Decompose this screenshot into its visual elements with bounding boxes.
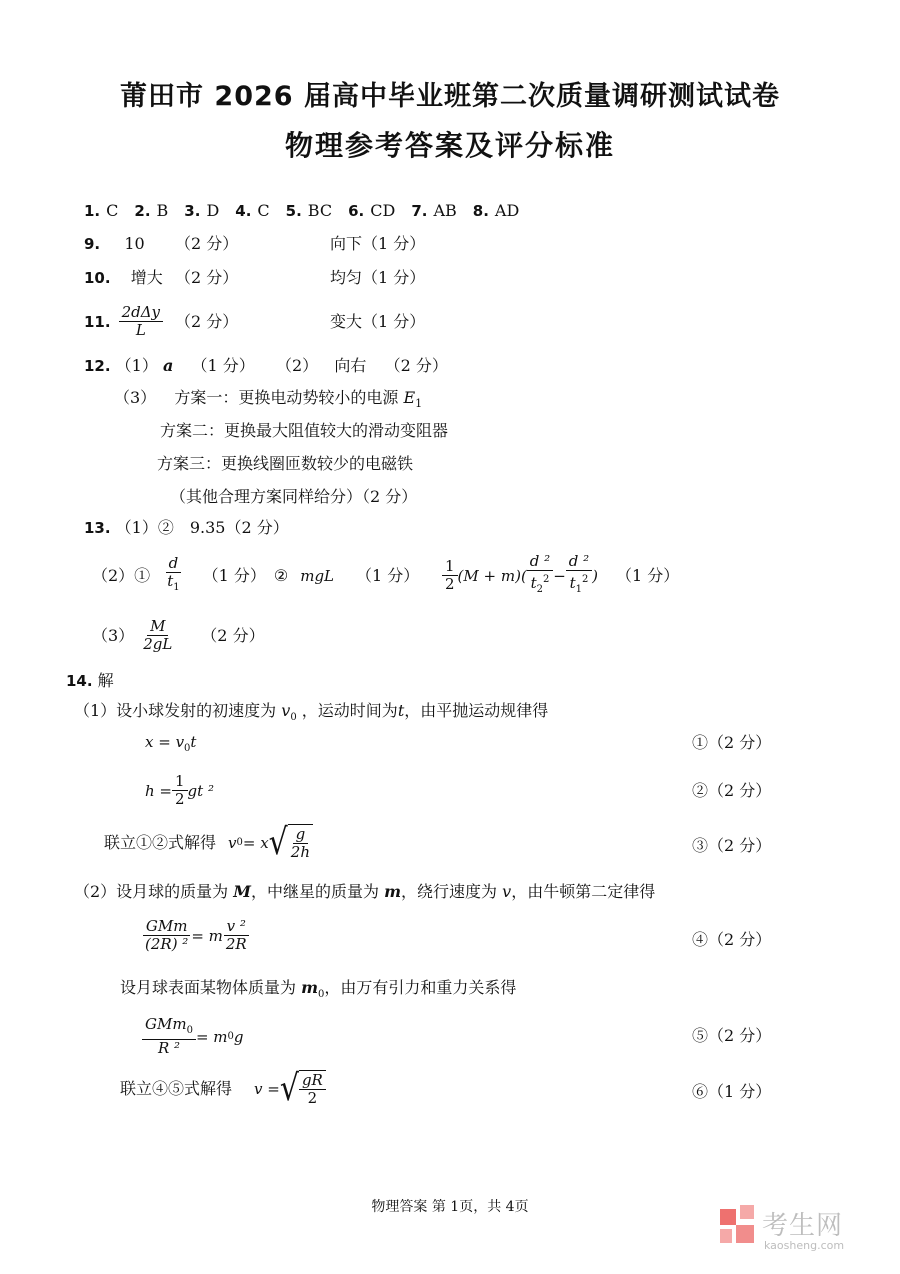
q14-part2-mid — [120, 978, 516, 1005]
q14-eq6-den: 2 — [307, 1089, 318, 1107]
q11-row — [84, 304, 163, 339]
q14-part2-intro — [74, 882, 655, 902]
q14-p1-t: t — [397, 701, 405, 720]
q12-row1b — [276, 356, 448, 376]
mcq-item — [286, 201, 332, 220]
q13-expr-minus: − — [553, 566, 566, 585]
q12-note: （其他合理方案同样给分）（2 分） — [170, 487, 418, 506]
q14-p2-m0-sub: 0 — [318, 989, 325, 1001]
q14-eq5-den: R ² — [157, 1039, 181, 1057]
q14-p1-text-a: （1）设小球发射的初速度为 — [74, 701, 277, 720]
q14-eq2-den: 2 — [175, 790, 185, 808]
q11-frac-den: L — [135, 321, 146, 339]
q14-eq2 — [145, 773, 214, 808]
q14-eq3-sqrt — [268, 820, 313, 863]
q14-part1-intro — [74, 701, 548, 728]
q14-eq6-lhs: v = — [254, 1079, 280, 1098]
q14-p2-m: m — [384, 882, 402, 901]
q14-p1-v0: v — [281, 701, 291, 720]
mcq-number: 4. — [235, 202, 252, 220]
q13-part3-score: （2 分） — [201, 625, 265, 645]
mcq-number: 6. — [348, 202, 365, 220]
q14-eq5-rhs-sub: 0 — [227, 1031, 234, 1042]
q11-number: 11. — [84, 312, 111, 331]
q14-header — [66, 671, 114, 691]
q14-eq5 — [142, 1016, 244, 1057]
q14-eq4 — [142, 918, 250, 953]
q14-p2-text-b: ，中继星的质量为 — [251, 882, 380, 901]
q14-eq2-frac — [172, 773, 188, 808]
mcq-item — [84, 201, 118, 220]
q14-p2-mid-b: ，由万有引力和重力关系得 — [324, 978, 517, 997]
q13-row2 — [92, 555, 419, 596]
watermark-cn: 考生网 — [762, 1211, 844, 1241]
q11-score-a: （2 分） — [175, 312, 239, 331]
q14-eq5-mark: ⑤（2 分） — [692, 1026, 772, 1045]
q14-eq6-frac — [299, 1070, 326, 1107]
mcq-number: 8. — [472, 202, 489, 220]
q14-eq3-mid: = x — [242, 833, 269, 852]
q12-number: 12. — [84, 357, 111, 375]
q13-expr-frac2-num: d ² — [566, 553, 592, 571]
mcq-answer: B — [156, 201, 169, 220]
mcq-number: 1. — [84, 202, 101, 220]
q14-eq1 — [145, 733, 196, 754]
q14-eq3-lhs-sub: 0 — [236, 837, 243, 848]
kaosheng-logo-icon — [718, 1203, 758, 1247]
q9-answer-a: 10 — [124, 234, 145, 253]
q12-plan1-symbol: E — [403, 388, 416, 407]
q13-row3 — [92, 618, 265, 653]
q10-score-a: （2 分） — [175, 268, 239, 287]
q14-p2-text-d: ，由牛顿第二定律得 — [511, 882, 656, 901]
q13-half-fraction — [442, 558, 458, 593]
sqrt-symbol: √ — [279, 1066, 299, 1109]
q14-p2-m0: m — [301, 978, 319, 997]
q13-part2-fraction — [164, 555, 182, 596]
q14-eq6-text: 联立④⑤式解得 — [120, 1078, 233, 1098]
q13-part2-score3: （1 分） — [616, 565, 680, 585]
q14-eq1-lhs: x = v — [145, 733, 185, 751]
mcq-answer: AB — [433, 201, 457, 220]
q14-eq4-rden: 2R — [225, 935, 247, 953]
mcq-item — [473, 201, 520, 220]
q14-eq4-lfrac — [142, 918, 191, 953]
q13-expr-close: ) — [592, 566, 599, 585]
q14-p2-v: v — [502, 882, 512, 901]
mcq-number: 3. — [184, 202, 201, 220]
q11-frac-num: 2dΔy — [119, 304, 163, 322]
q14-p2-mid-a: 设月球表面某物体质量为 — [120, 978, 297, 997]
q13-part3-label: （3） — [92, 625, 135, 645]
q14-p2-M: M — [233, 882, 251, 901]
q13-part3-frac-den: 2gL — [143, 635, 173, 653]
q14-eq2-mark: ②（2 分） — [692, 781, 772, 800]
q13-part2-score2: （1 分） — [356, 565, 420, 585]
q14-eq3-lhs: v — [228, 833, 237, 852]
q14-p1-text-b: ，运动时间为 — [301, 701, 398, 720]
q14-eq4-rnum: v ² — [224, 918, 249, 936]
q14-eq4-mid: = m — [191, 926, 223, 945]
mcq-number: 2. — [134, 202, 151, 220]
q12-plan3: 方案三：更换线圈匝数较少的电磁铁 — [157, 454, 414, 473]
mcq-item — [134, 201, 168, 220]
q10-row — [84, 268, 163, 288]
q12-part2-score: （2 分） — [384, 356, 448, 375]
mcq-item — [235, 201, 269, 220]
q13-t2: t — [530, 574, 537, 592]
q13-t1-sup: 2 — [581, 574, 589, 585]
q12-row1 — [84, 356, 255, 376]
kaosheng-watermark-logo — [718, 1203, 878, 1263]
q14-eq5-rhs: = m — [195, 1027, 228, 1046]
q13-t1: t — [569, 574, 576, 592]
q14-eq3-frac — [288, 824, 313, 861]
mcq-answer: D — [206, 201, 220, 220]
q13-expr-frac2 — [566, 553, 592, 598]
q13-expr-frac1-den — [528, 571, 553, 598]
q14-eq2-num: 1 — [172, 773, 188, 791]
q14-eq1-sub: 0 — [184, 743, 191, 754]
q9-score-a: （2 分） — [175, 234, 239, 253]
q13-energy-expression — [442, 553, 679, 598]
q13-part2-mgl: mgL — [300, 566, 335, 585]
q13-part2-score1: （1 分） — [202, 565, 266, 585]
q12-part1-label: （1） — [115, 356, 158, 375]
q13-half-num: 1 — [442, 558, 458, 576]
q13-t1-sub: 1 — [575, 584, 582, 595]
q14-eq5-rhs-tail: g — [233, 1027, 244, 1046]
q14-number: 14. — [66, 672, 93, 690]
q13-number: 13. — [84, 519, 111, 537]
q14-p2-text-a: （2）设月球的质量为 — [74, 882, 229, 901]
q14-jie: 解 — [97, 671, 114, 690]
q14-eq5-frac — [142, 1016, 196, 1057]
q12-row3 — [114, 388, 422, 414]
q10-number: 10. — [84, 269, 111, 287]
q13-frac-den-sub: 1 — [173, 582, 180, 593]
q14-eq5-num-sub: 0 — [186, 1025, 193, 1036]
q14-eq3-num: g — [293, 826, 309, 844]
q12-part3-label: （3） — [114, 388, 157, 407]
q14-eq6 — [120, 1066, 326, 1109]
q14-eq3-den: 2h — [290, 843, 311, 861]
q13-expr-frac1-num: d ² — [527, 553, 553, 571]
q13-part2-mark2: ② — [273, 565, 289, 585]
sqrt-symbol: √ — [268, 820, 288, 863]
q14-eq5-num-text: GMm — [145, 1015, 187, 1033]
q14-eq3-text: 联立①②式解得 — [104, 832, 217, 852]
q13-frac-num: d — [166, 555, 182, 573]
q12-plan1-sub: 1 — [415, 397, 423, 411]
q14-p2-text-c: ，绕行速度为 — [401, 882, 498, 901]
q11-fraction — [119, 304, 163, 339]
q14-p1-v0-sub: 0 — [290, 712, 297, 724]
mcq-answer: CD — [370, 201, 396, 220]
q13-part3-fraction — [140, 618, 175, 653]
q14-eq3-mark: ③（2 分） — [692, 836, 772, 855]
q13-part3-frac-num: M — [147, 618, 168, 636]
q14-eq6-mark: ⑥（1 分） — [692, 1082, 772, 1101]
watermark-en: kaosheng.com — [764, 1239, 845, 1252]
q13-expr-frac2-den — [567, 571, 592, 598]
mcq-item — [184, 201, 219, 220]
q14-eq3 — [104, 820, 313, 863]
q13-part1: （1）② 9.35（2 分） — [115, 518, 289, 537]
q13-t2-sub: 2 — [536, 584, 543, 595]
q14-eq2-lhs: h = — [145, 781, 172, 800]
q9-answer-b: 向下（1 分） — [330, 234, 426, 253]
mcq-answer: AD — [494, 201, 520, 220]
q13-frac-den — [164, 573, 182, 596]
q14-eq2-tail: gt ² — [187, 781, 214, 800]
q10-answer-b: 均匀（1 分） — [330, 268, 426, 287]
q11-answer-b: 变大（1 分） — [330, 312, 426, 331]
q14-eq5-num — [142, 1016, 196, 1040]
q12-part2-label: （2） — [276, 356, 319, 375]
mcq-number: 5. — [285, 202, 302, 220]
q13-expr-mid: (M + m)( — [457, 566, 527, 585]
q13-row1 — [84, 518, 289, 538]
q14-eq4-rfrac — [223, 918, 250, 953]
q12-plan2: 方案二：更换最大阻值较大的滑动变阻器 — [160, 421, 449, 440]
q14-eq4-mark: ④（2 分） — [692, 930, 772, 949]
q13-part2-label: （2）① — [92, 565, 151, 585]
q12-part1-answer: a — [162, 356, 174, 375]
q13-t2-sup: 2 — [543, 574, 550, 585]
mcq-item — [411, 201, 456, 220]
q14-eq6-sqrt — [279, 1066, 326, 1109]
mcq-answer: C — [257, 201, 270, 220]
page-footer: 物理答案 第 1页，共 4页 — [371, 1199, 529, 1215]
answer-key-subtitle: 物理参考答案及评分标准 — [284, 129, 615, 162]
q13-half-den: 2 — [445, 575, 455, 593]
q12-part2-answer: 向右 — [334, 356, 367, 375]
mcq-item — [348, 201, 395, 220]
mcq-answer: BC — [307, 201, 333, 220]
q9-row — [84, 234, 145, 254]
q14-eq4-den: (2R) ² — [145, 935, 189, 953]
q14-eq6-num: gR — [299, 1072, 326, 1090]
q14-eq1-tail: t — [190, 733, 197, 751]
q12-plan1: 方案一：更换电动势较小的电源 — [174, 388, 399, 407]
q9-number: 9. — [84, 235, 101, 253]
mcq-row — [84, 201, 519, 221]
q10-answer-a: 增大 — [130, 268, 163, 287]
q13-frac-den-t: t — [167, 572, 174, 590]
q14-eq4-num: GMm — [143, 918, 191, 936]
mcq-answer: C — [106, 201, 119, 220]
mcq-number: 7. — [411, 202, 428, 220]
exam-title: 莆田市 2026 届高中毕业班第二次质量调研测试试卷 — [120, 81, 780, 112]
q14-p1-text-c: ，由平抛运动规律得 — [404, 701, 549, 720]
q12-part1-score: （1 分） — [191, 356, 255, 375]
q14-eq1-mark: ①（2 分） — [692, 733, 772, 752]
q13-expr-frac1 — [527, 553, 553, 598]
